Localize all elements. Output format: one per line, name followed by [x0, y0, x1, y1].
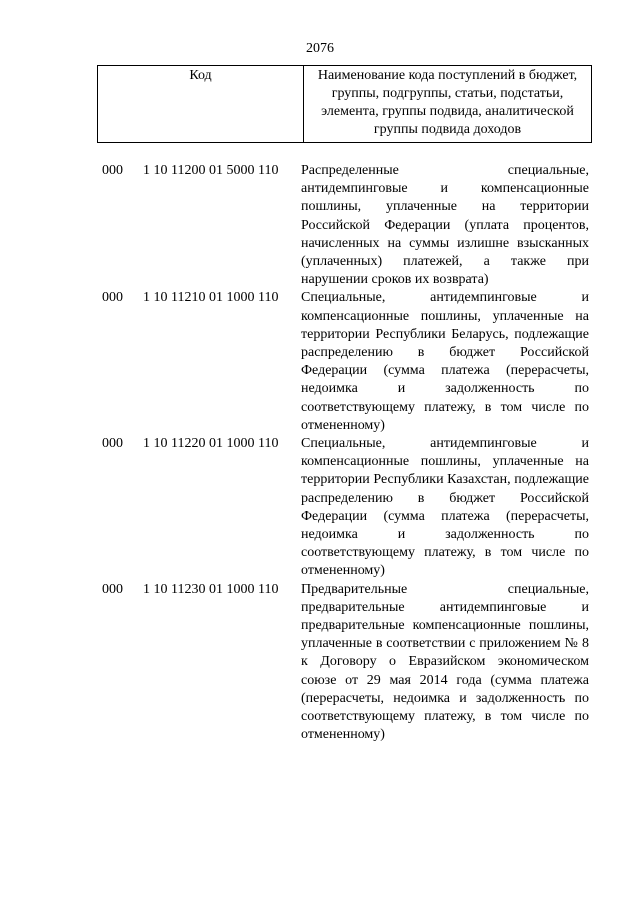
page-number: 2076: [306, 41, 334, 56]
income-code: 1 10 11210 01 1000 110: [143, 290, 279, 306]
admin-code: 000: [102, 581, 123, 597]
code-column-header: Код: [98, 66, 304, 143]
income-description: Распределенные специальные, антидемпинговые и компенсационные пошлины, уплаченные на территории Российской Федерации (уплата процентов, начисленных на суммы излишне взысканных (уплаченных) платежей, а также при нарушении сроков их возврата): [301, 163, 589, 288]
income-code-row: [0, 289, 640, 435]
column-header-table: [97, 65, 592, 143]
admin-code: 000: [102, 290, 123, 306]
income-code: 1 10 11230 01 1000 110: [143, 581, 279, 597]
income-code-row: [0, 581, 640, 745]
income-code: 1 10 11200 01 5000 110: [143, 163, 279, 178]
admin-code: 000: [102, 436, 123, 452]
income-code-list: [0, 162, 640, 745]
name-column-header: Наименование кода поступлений в бюджет, группы, подгруппы, статьи, подстатьи, элемента, группы подвида, аналитической группы подвида доходов: [304, 66, 592, 143]
income-description: Специальные, антидемпинговые и компенсационные пошлины, уплаченные на территории Республики Казахстан, подлежащие распределению в бюджет Российской Федерации (сумма платежа (перерасчеты, недоимка и задолженность по соответствующему платежу, в том числе по отмененному): [301, 436, 589, 579]
income-description: Специальные, антидемпинговые и компенсационные пошлины, уплаченные на территории Республики Беларусь, подлежащие распределению в бюджет Российской Федерации (сумма платежа (перерасчеты, недоимка и задолженность по соответствующему платежу, в том числе по отмененному): [301, 290, 589, 433]
income-code-row: [0, 435, 640, 581]
income-code: 1 10 11220 01 1000 110: [143, 436, 279, 452]
income-description: Предварительные специальные, предварительные антидемпинговые и предварительные компенсационные пошлины, уплаченные в соответствии с приложением № 8 к Договору о Евразийском экономическом союзе от 29 мая 2014 года (сумма платежа (перерасчеты, недоимка и задолженность по соответствующему платежу, в том числе по отмененному): [301, 581, 589, 743]
admin-code: 000: [102, 163, 123, 178]
header-row: [98, 66, 592, 143]
income-code-row: [0, 162, 640, 289]
